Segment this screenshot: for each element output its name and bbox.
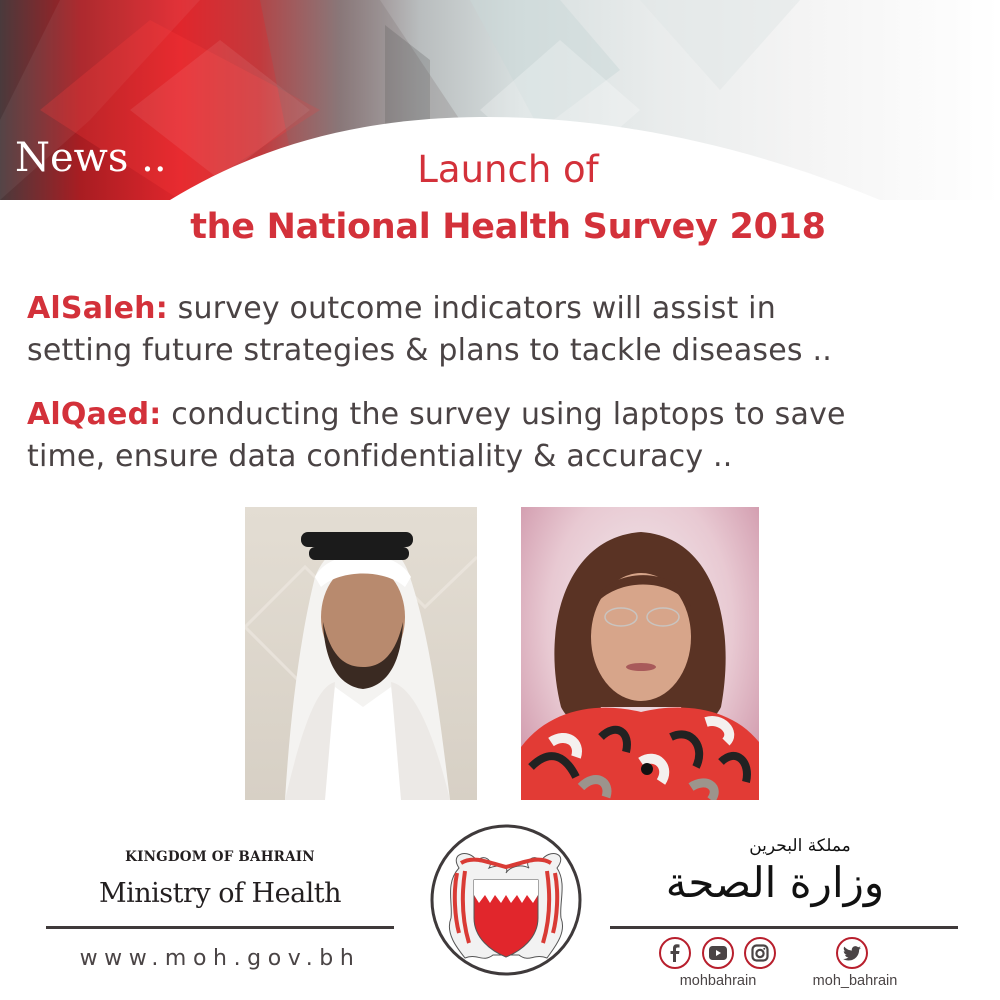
youtube-button[interactable] <box>702 937 734 969</box>
speaker-name: AlSaleh: <box>27 291 168 326</box>
headline-line1: Launch of <box>417 148 599 191</box>
photo-woman-portrait <box>521 507 759 800</box>
divider-left <box>46 926 394 929</box>
instagram-button[interactable] <box>744 937 776 969</box>
arabic-ministry-label: وزارة الصحة <box>665 858 885 907</box>
photo-man-portrait <box>245 507 477 800</box>
instagram-icon <box>751 944 769 962</box>
quote-text: setting future strategies & plans to tackle diseases .. <box>27 333 832 368</box>
quote-text: time, ensure data confidentiality & accuracy .. <box>27 439 733 474</box>
quote-text: conducting the survey using laptops to save <box>161 397 846 432</box>
news-label: News .. <box>15 135 167 181</box>
website-link[interactable]: www.moh.gov.bh <box>79 946 361 971</box>
arabic-kingdom-label: مملكة البحرين <box>749 836 851 856</box>
ministry-label: Ministry of Health <box>98 878 342 909</box>
twitter-button[interactable] <box>836 937 868 969</box>
headline-line2: the National Health Survey 2018 <box>190 207 826 247</box>
youtube-icon <box>709 946 727 960</box>
speaker-name: AlQaed: <box>27 397 162 432</box>
quote-text: survey outcome indicators will assist in <box>167 291 776 326</box>
facebook-icon <box>667 944 683 962</box>
social-handle-main[interactable]: mohbahrain <box>679 973 757 989</box>
social-handle-twitter[interactable]: moh_bahrain <box>812 973 898 989</box>
twitter-icon <box>843 946 861 961</box>
facebook-button[interactable] <box>659 937 691 969</box>
quote-alqaed <box>27 394 987 478</box>
bahrain-emblem <box>429 823 583 977</box>
kingdom-label: KINGDOM OF BAHRAIN <box>125 849 315 865</box>
quote-alsaleh <box>27 288 987 372</box>
divider-right <box>610 926 958 929</box>
